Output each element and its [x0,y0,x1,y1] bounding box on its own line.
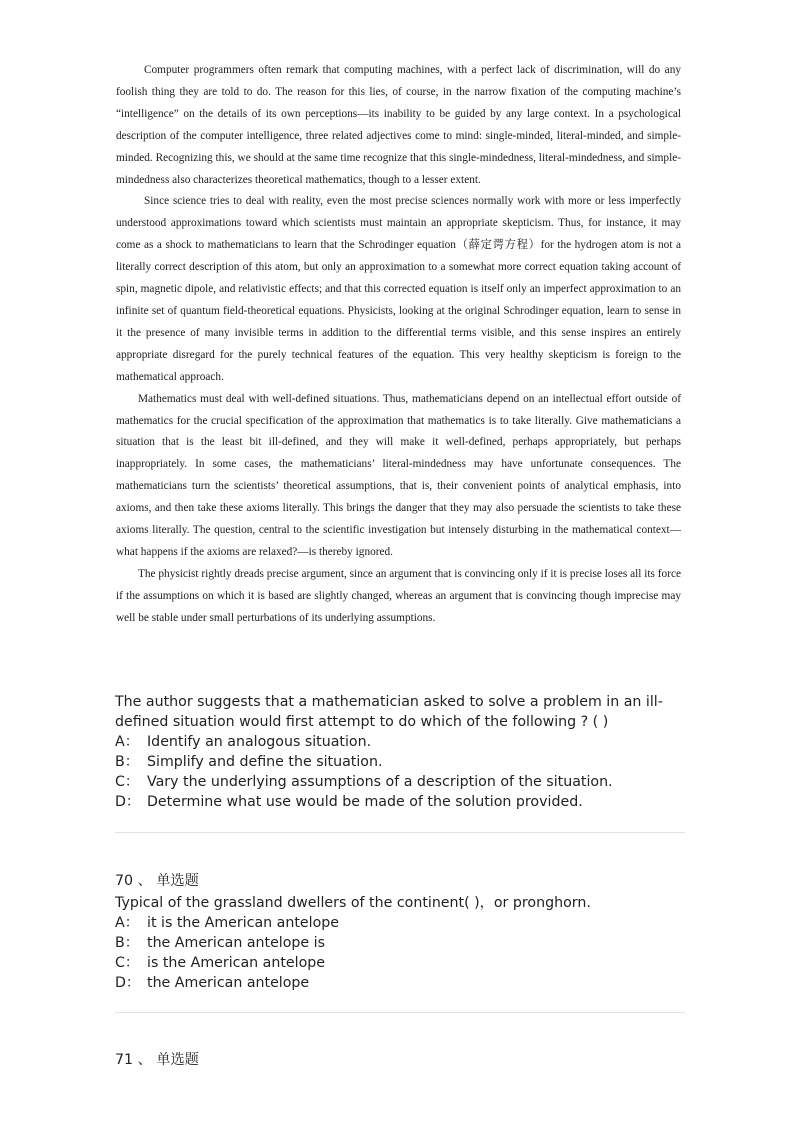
option-c[interactable]: C： Vary the underlying assumptions of a description of the situation. [115,774,613,790]
question-stem: Typical of the grassland dwellers of the continent( )，or pronghorn. [115,895,591,911]
passage-paragraph-2: Since science tries to deal with reality, even the most precise sciences normally work with more or less imperfectly understood approximations toward which scientists must maintain an appropriate skepticism. Thus, for instance, it may come as a shock to mathematicians to learn that the Schrodinger equation（薛定谔方程）for the hydrogen atom is not a literally correct description of this atom, but only an approximation to a somewhat more correct equation taking account of spin, magnetic dipole, and relativistic effects; and that this corrected equation is itself only an imperfect approximation to an infinite set of quantum field-theoretical equations. Physicists, looking at the original Schrodinger equation, learn to sense in it the presence of many invisible terms in addition to the differential terms visible, and this sense inspires an entirely appropriate disregard for the purely technical features of the equation. This very healthy skepticism is foreign to the mathematical approach. [116,195,681,383]
question-70 [115,893,690,993]
passage-paragraph-1: Computer programmers often remark that computing machines, with a perfect lack of discrimination, will do any foolish thing they are told to do. The reason for this lies, of course, in the narrow fixation of the computing machine’s “intelligence” on the details of its own perceptions—its inability to be guided by any large context. In a psychological description of the computer intelligence, three related adjectives come to mind: single-minded, literal-minded, and simple-minded. Recognizing this, we should at the same time recognize that this single-mindedness, literal-mindedness, and simple-mindedness also characterizes theoretical mathematics, though to a lesser extent. [116,64,681,186]
question-stem: The author suggests that a mathematician asked to solve a problem in an ill-defined situation would first attempt to do which of the following ? ( ) [115,694,663,730]
option-c[interactable]: C： is the American antelope [115,955,325,971]
scanned-passage [116,60,681,630]
passage-paragraph-4: The physicist rightly dreads precise argument, since an argument that is convincing only if it is precise loses all its force if the assumptions on which it is based are slightly changed, whereas an argument that is convincing though imprecise may well be stable under small perturbations of its underlying assumptions. [116,567,681,624]
option-d[interactable]: D： the American antelope [115,975,310,991]
question-70-header: 70 、 单选题 [115,873,199,889]
question-71-header: 71 、 单选题 [115,1052,199,1068]
option-b[interactable]: B： Simplify and define the situation. [115,754,383,770]
question-69 [115,692,690,812]
divider [115,1012,685,1013]
option-a[interactable]: A： Identify an analogous situation. [115,734,372,750]
passage-paragraph-3: Mathematics must deal with well-defined situations. Thus, mathematicians depend on an intellectual effort outside of mathematics for the crucial specification of the approximation that mathematics is to take literally. Give mathematicians a situation that is the least bit ill-defined, and they will make it well-defined, perhaps appropriately, but perhaps inappropriately. In some cases, the mathematicians’ literal-mindedness may have unfortunate consequences. The mathematicians turn the scientists’ theoretical assumptions, that is, their convenient points of analytical emphasis, into axioms, and then take these axioms literally. This brings the danger that they may also persuade the scientists to take these axioms literally. The question, central to the scientific investigation but intensely disturbing in the mathematical context—what happens if the axioms are relaxed?—is thereby ignored. [116,392,681,558]
option-b[interactable]: B： the American antelope is [115,935,325,951]
divider [115,832,685,833]
option-a[interactable]: A： it is the American antelope [115,915,340,931]
option-d[interactable]: D： Determine what use would be made of the solution provided. [115,794,583,810]
